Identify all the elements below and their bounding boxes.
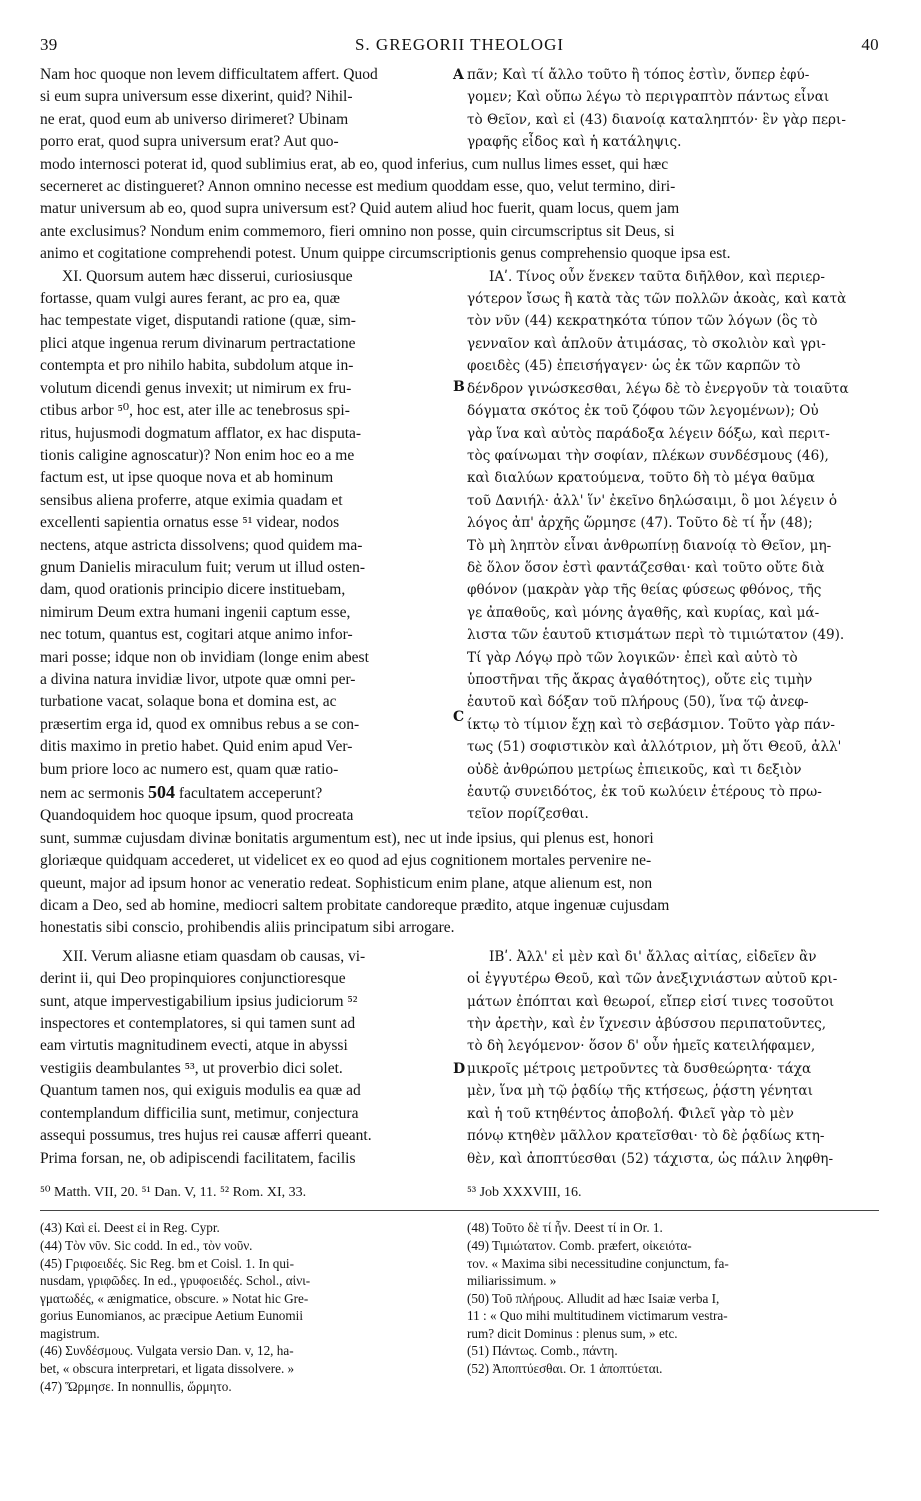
latin-line: contempta et pro nihilo habita, subdolum atque in- — [40, 357, 354, 375]
greek-line: ἑαυτῷ συνειδότος, ἐκ τοῦ κωλύειν ἑτέρους τὸ πρω- — [467, 784, 822, 800]
note-line: (47) Ὥρμησε. In nonnullis, ὥρμητο. — [40, 1378, 232, 1394]
section-marker-a: A — [453, 67, 464, 83]
block2-columns — [40, 266, 879, 828]
latin-line-start: nem ac sermonis — [40, 785, 145, 802]
greek-line: τὸς φαίνωμαι τὴν σοφίαν, πλέκων συνδέσμους (46), — [467, 447, 829, 464]
greek-line: τὸ Θεῖον, καὶ εἰ (43) διανοίᾳ καταληπτόν· ἓν γὰρ περι- — [467, 111, 846, 128]
greek-line: γομεν; Καὶ οὔπω λέγω τὸ περιγραπτὸν πάντως εἶναι — [467, 89, 830, 106]
latin-line: ctibus arbor ⁵⁰, hoc est, ater ille ac tenebrosus spi- — [40, 402, 350, 420]
note-line: gorius Eunomianos, ac præcipue Aetium Eunomii — [40, 1308, 303, 1324]
latin-line: turbatione vacat, solaque bona et domina est, ac — [40, 693, 337, 711]
latin-line: vestigiis deambulantes ⁵³, ut proverbio dici solet. — [40, 1059, 343, 1077]
latin-line: si eum supra universum esse dixerint, quid? Nihil- — [40, 88, 353, 106]
greek-line: τὸ δὴ λεγόμενον· ὅσον δ' οὖν ἡμεῖς κατειλήφαμεν, — [467, 1038, 816, 1055]
latin-line: eam virtutis magnitudinem evecti, atque in abyssi — [40, 1037, 348, 1055]
greek-line: πᾶν; Καὶ τί ἄλλο τοῦτο ἢ τόπος ἐστὶν, ὅνπερ ἐφύ- — [467, 67, 810, 83]
left-page-number: 39 — [40, 35, 58, 54]
note-line: nusdam, γριφῶδες. In ed., γρυφοειδές. Schol., αἰνι- — [40, 1273, 311, 1289]
latin-column — [40, 266, 452, 828]
full-width-line: matur universum ab eo, quod supra universum est? Quid autem aliud hoc fuerit, quam locus, quem jam — [40, 200, 680, 218]
greek-line: φοειδὲς (45) ἐπεισήγαγεν· ὡς ἐκ τῶν καρπῶν τὸ — [467, 358, 801, 375]
note-line: (51) Πάντως. Comb., πάντη. — [467, 1343, 618, 1359]
latin-line: Prima forsan, ne, ob adipiscendi facilitatem, facilis — [40, 1149, 356, 1167]
section-marker-d: D — [453, 1060, 466, 1077]
greek-line: φθόνον (μακρὰν γὰρ τῆς θείας φύσεως φθόνος, τῆς — [467, 582, 822, 599]
greek-line: ΙΑʹ. Τίνος οὖν ἕνεκεν ταῦτα διῆλθον, καὶ περιερ- — [489, 268, 825, 285]
greek-line: γε ἀπαθοῦς, καὶ μόνης ἀγαθῆς, καὶ κυρίας, καὶ μά- — [467, 604, 820, 621]
latin-line: fortasse, quam vulgi aures ferant, ac pro ea, quæ — [40, 290, 340, 308]
latin-line: assequi possumus, tres hujus rei causæ afferri queant. — [40, 1127, 372, 1145]
note-line: 11 : « Quo mihi multitudinem victimarum vestra- — [467, 1308, 728, 1324]
section-marker-c: C — [453, 708, 465, 725]
latin-line-end: facultatem acceperunt? — [178, 785, 323, 802]
full-width-line: sunt, summæ cujusdam divinæ bonitatis argumentum est), nec ut inde ipsius, qui plenus est, honori — [40, 829, 654, 847]
greek-line: ὑποστῆναι τῆς ἄκρας ἀγαθότητος), οὔτε εἰς τιμὴν — [467, 671, 813, 688]
greek-line: θὲν, καὶ ἀποπτύεσθαι (52) τάχιστα, ὡς πάλιν ληφθη- — [467, 1150, 834, 1167]
latin-line: dam, quod orationis principio dicere instituebam, — [40, 581, 346, 599]
latin-line: nectens, atque astricta dissolvens; quod quidem ma- — [40, 536, 363, 554]
block1-columns — [40, 64, 879, 154]
greek-line: λιστα τῶν ἑαυτοῦ κτισμάτων περὶ τὸ τιμιώτατον (49). — [467, 627, 845, 644]
greek-line: ΙΒʹ. Ἀλλ' εἰ μὲν καὶ δι' ἄλλας αἰτίας, εἰδεῖεν ἂν — [489, 948, 817, 965]
full-width-line: gloriæque quidquam accederet, ut videlicet ex eo quod ad ejus cognitionem mortales pervenire ne- — [40, 852, 652, 870]
latin-line: bum priore loco ac numero est, quam quæ ratio- — [40, 760, 339, 778]
note-line: γματωδές, « ænigmatice, obscure. » Notat hic Gre- — [40, 1290, 309, 1306]
note-line: rum? dicit Dominus : plenus sum, » etc. — [467, 1325, 678, 1341]
greek-line: δένδρον γινώσκεσθαι, λέγω δὲ τὸ ἐνεργοῦν τὰ τοιαῦτα — [467, 380, 849, 397]
note-line: bet, « obscura interpretari, et ligata dissolvere. » — [40, 1361, 295, 1377]
full-width-line: ante exclusimus? Nondum enim commemoro, fieri omnino non posse, quin circumscriptus sit Deus, si — [40, 222, 675, 240]
greek-line: τοῦ Δανιήλ· ἀλλ' ἵν' ἐκεῖνο δηλώσαιμι, ὃ μοι λέγειν ὁ — [467, 492, 838, 509]
greek-line: ίκτῳ τὸ τίμιον ἔχῃ καὶ τὸ σεβάσμιον. Τοῦτο γὰρ πάν- — [467, 716, 835, 733]
critical-notes — [40, 1219, 879, 1395]
full-width-line: queunt, major ad ipsum honor ac veneratio redeat. Sophisticum enim plane, atque alienum est, non — [40, 874, 653, 892]
latin-line: XI. Quorsum autem hæc disserui, curiosiusque — [62, 267, 353, 285]
note-line: (49) Τιμιώτατον. Comb. præfert, οἰκειότα- — [467, 1237, 692, 1253]
latin-line: a divina natura invidiæ livor, utpote quæ omni per- — [40, 670, 356, 688]
latin-line: porro erat, quod supra universum erat? Aut quo- — [40, 133, 339, 151]
section-marker-b: B — [453, 378, 465, 395]
latin-line: XII. Verum aliasne etiam quasdam ob causas, vi- — [62, 947, 366, 965]
note-line: (43) Καὶ εἰ. Deest εἰ in Reg. Cypr. — [40, 1220, 220, 1236]
latin-line: nec totum, quantus est, cogitari atque animo infor- — [40, 626, 353, 644]
latin-line: gnum Danielis miraculum fuit; verum ut illud osten- — [40, 558, 366, 576]
latin-line: sensibus aliena proferre, atque eximia quadam et — [40, 491, 343, 509]
note-line: τον. « Maxima sibi necessitudine conjunctum, fa- — [467, 1255, 729, 1271]
latin-line: præsertim erga id, quod ex omnibus rebus a se con- — [40, 715, 360, 733]
latin-line: ditis maximo in pretio habet. Quid enim apud Ver- — [40, 738, 353, 756]
greek-line: τως (51) σοφιστικὸν καὶ ἀλλότριον, μὴ ὅτι Θεοῦ, ἀλλ' — [467, 739, 842, 756]
latin-line: inspectores et contemplatores, si qui tamen sunt ad — [40, 1015, 356, 1033]
greek-column — [453, 266, 879, 828]
latin-line: factum est, ut ipse quoque nova et ab hominum — [40, 469, 334, 487]
latin-line: mari posse; idque non ob invidiam (longe enim abest — [40, 648, 369, 666]
latin-column — [40, 64, 452, 154]
greek-line: οἱ ἐγγυτέρω Θεοῦ, καὶ τῶν ἀνεξιχνιάστων αὐτοῦ κρι- — [467, 971, 838, 988]
note-line: (50) Τοῦ πλήρους. Alludit ad hæc Isaiæ verba I, — [467, 1290, 720, 1306]
running-header — [40, 34, 879, 64]
latin-line: Quantum tamen nos, qui exiguis modulis ea quæ ad — [40, 1082, 361, 1100]
latin-column — [40, 946, 452, 1170]
greek-line: γραφῆς εἶδος καὶ ἡ κατάληψις. — [467, 134, 682, 151]
scripture-references — [40, 1182, 879, 1204]
greek-line: μάτων ἐπόπται καὶ θεωροί, εἴπερ εἰσί τινες τοσοῦτοι — [467, 993, 835, 1010]
greek-line: μὲν, ἵνα μὴ τῷ ῥᾳδίῳ τῆς κτήσεως, ῥᾴστη γένηται — [467, 1083, 813, 1100]
latin-line: hac tempestate viget, disputandi ratione (quæ, sim- — [40, 312, 356, 330]
greek-line: γότερον ἴσως ἢ κατὰ τὰς τῶν πολλῶν ἀκοὰς, καὶ κατὰ — [467, 291, 847, 308]
greek-line: Τί γὰρ Λόγῳ πρὸ τῶν λογικῶν· ἐπεὶ καὶ αὐτὸ τὸ — [467, 649, 798, 666]
note-line: (52) Ἀποπτύεσθαι. Or. 1 ἀποπτύεται. — [467, 1361, 663, 1377]
greek-line: δὲ ὅλον ὅσον ἐστὶ φαντάζεσθαι· καὶ τοῦτο οὔτε διὰ — [467, 559, 825, 576]
latin-line: contemplandum difficilia sunt, metimur, conjectura — [40, 1104, 359, 1122]
running-title: S. GREGORII THEOLOGI — [354, 35, 565, 54]
latin-line: plici atque ingenua rerum divinarum pertractatione — [40, 334, 356, 352]
scripture-refs-right: ⁵³ Job XXXVIII, 16. — [467, 1184, 582, 1200]
scripture-refs-left: ⁵⁰ Matth. VII, 20. ⁵¹ Dan. V, 11. ⁵² Rom. XI, 33. — [40, 1184, 307, 1200]
greek-line: Τὸ μὴ ληπτὸν εἶναι ἀνθρωπίνῃ διανοίᾳ τὸ Θεῖον, μη- — [467, 537, 832, 554]
greek-line: καὶ ἡ τοῦ κτηθέντος ἀποβολή. Φιλεῖ γὰρ τὸ μὲν — [467, 1105, 794, 1122]
latin-line: tionis caligine agnoscatur)? Non enim hoc eo a me — [40, 446, 355, 464]
greek-line: μικροῖς μέτροις μετροῦντες τὰ δυσθεώρητα· τάχα — [467, 1060, 812, 1077]
greek-line: οὐδὲ ἀνθρώπου μετρίως ἐπιεικοῦς, καὶ τι δεξιὸν — [467, 761, 802, 778]
greek-line: τὴν ἀρετὴν, καὶ ἐν ἴχνεσιν ἀβύσσου περιπατοῦντες, — [467, 1016, 827, 1033]
edition-page-number: 504 — [148, 782, 176, 802]
latin-line: ritus, hujusmodi dogmatum afflator, ex hac disputa- — [40, 424, 362, 442]
greek-line: δόγματα σκότος ἐκ τοῦ ζόφου τῶν λεγομένων); Οὐ — [467, 403, 819, 420]
greek-column — [453, 64, 879, 154]
greek-line: τεῖον πορίζεσθαι. — [467, 806, 589, 823]
latin-line: nimirum Deum extra humani ingenii captum esse, — [40, 603, 351, 621]
block3-columns — [40, 946, 879, 1170]
full-width-line: secerneret ac distingueret? Annon omnino necesse est medium quoddam esse, quo, velut termino, diri- — [40, 178, 676, 196]
latin-line: volutum dicendi genus invexit; ut nimirum ex fru- — [40, 379, 352, 397]
latin-line: sunt, atque impervestigabilium ipsius judiciorum ⁵² — [40, 992, 358, 1010]
note-line: (48) Τοῦτο δὲ τί ἦν. Deest τί in Or. 1. — [467, 1220, 663, 1236]
right-page-number: 40 — [861, 35, 879, 54]
greek-line: λόγος ἀπ' ἀρχῆς ὥρμησε (47). Τοῦτο δὲ τί ἦν (48); — [467, 515, 813, 532]
greek-line: τὸν νῦν (44) κεκρατηκότα τύπον τῶν λόγων (ὃς τὸ — [467, 313, 818, 330]
greek-line: καὶ διαλύων κρατούμενα, τοῦτο δὴ τὸ μέγα θαῦμα — [467, 470, 815, 487]
latin-line: ne erat, quod eum ab universo dirimeret? Ubinam — [40, 110, 349, 128]
note-line: (45) Γριφοειδές. Sic Reg. bm et Coisl. 1. In qui- — [40, 1255, 294, 1271]
greek-line: γενναῖον καὶ ἁπλοῦν ἀτιμάσας, τὸ σκολιὸν καὶ γρι- — [467, 335, 826, 352]
notes-left-column — [40, 1219, 452, 1395]
latin-line: derint ii, qui Deo propinquiores conjunctioresque — [40, 970, 346, 988]
full-width-line: modo internosci poterat id, quod sublimius erat, ab eo, quod inferius, cum nullus limes esset, qui hæc — [40, 155, 669, 173]
note-line: (44) Τὸν νῦν. Sic codd. In ed., τὸν νοῦν. — [40, 1237, 253, 1253]
full-width-line: animo et cogitatione comprehendi potest. Unum quippe circumscriptionis genus comprehensio quoque ipsa est. — [40, 245, 731, 263]
latin-line: Nam hoc quoque non levem difficultatem affert. Quod — [40, 66, 378, 83]
full-width-line: dicam a Deo, sed ab homine, mediocri saltem probitate candoreque prædito, atque ingenuæ cujusdam — [40, 897, 670, 915]
greek-line: ἑαυτοῦ καὶ δόξαν τοῦ πλήρους (50), ἵνα τῷ ἀνεφ- — [467, 694, 809, 711]
note-line: (46) Συνδέσμους. Vulgata versio Dan. v, 12, ha- — [40, 1343, 294, 1359]
note-line: magistrum. — [40, 1325, 100, 1341]
latin-line-with-page-number — [40, 781, 452, 805]
latin-line: Quandoquidem hoc quoque ipsum, quod procreata — [40, 807, 354, 825]
notes-divider — [40, 1210, 879, 1211]
greek-line: πόνῳ κτηθὲν μᾶλλον κρατεῖσθαι· τὸ δὲ ῥᾳδίως κτη- — [467, 1128, 825, 1145]
full-width-line: honestatis sibi conscio, prohibendis aliis principatum sibi arrogare. — [40, 919, 455, 937]
notes-right-column — [467, 1219, 879, 1395]
latin-line: excellenti sapientia ornatus esse ⁵¹ videar, nodos — [40, 514, 340, 532]
greek-line: γὰρ ἵνα καὶ αὐτὸς παράδοξα λέγειν δόξω, καὶ περιτ- — [467, 425, 830, 442]
note-line: miliarissimum. » — [467, 1273, 557, 1289]
greek-column — [453, 946, 879, 1170]
